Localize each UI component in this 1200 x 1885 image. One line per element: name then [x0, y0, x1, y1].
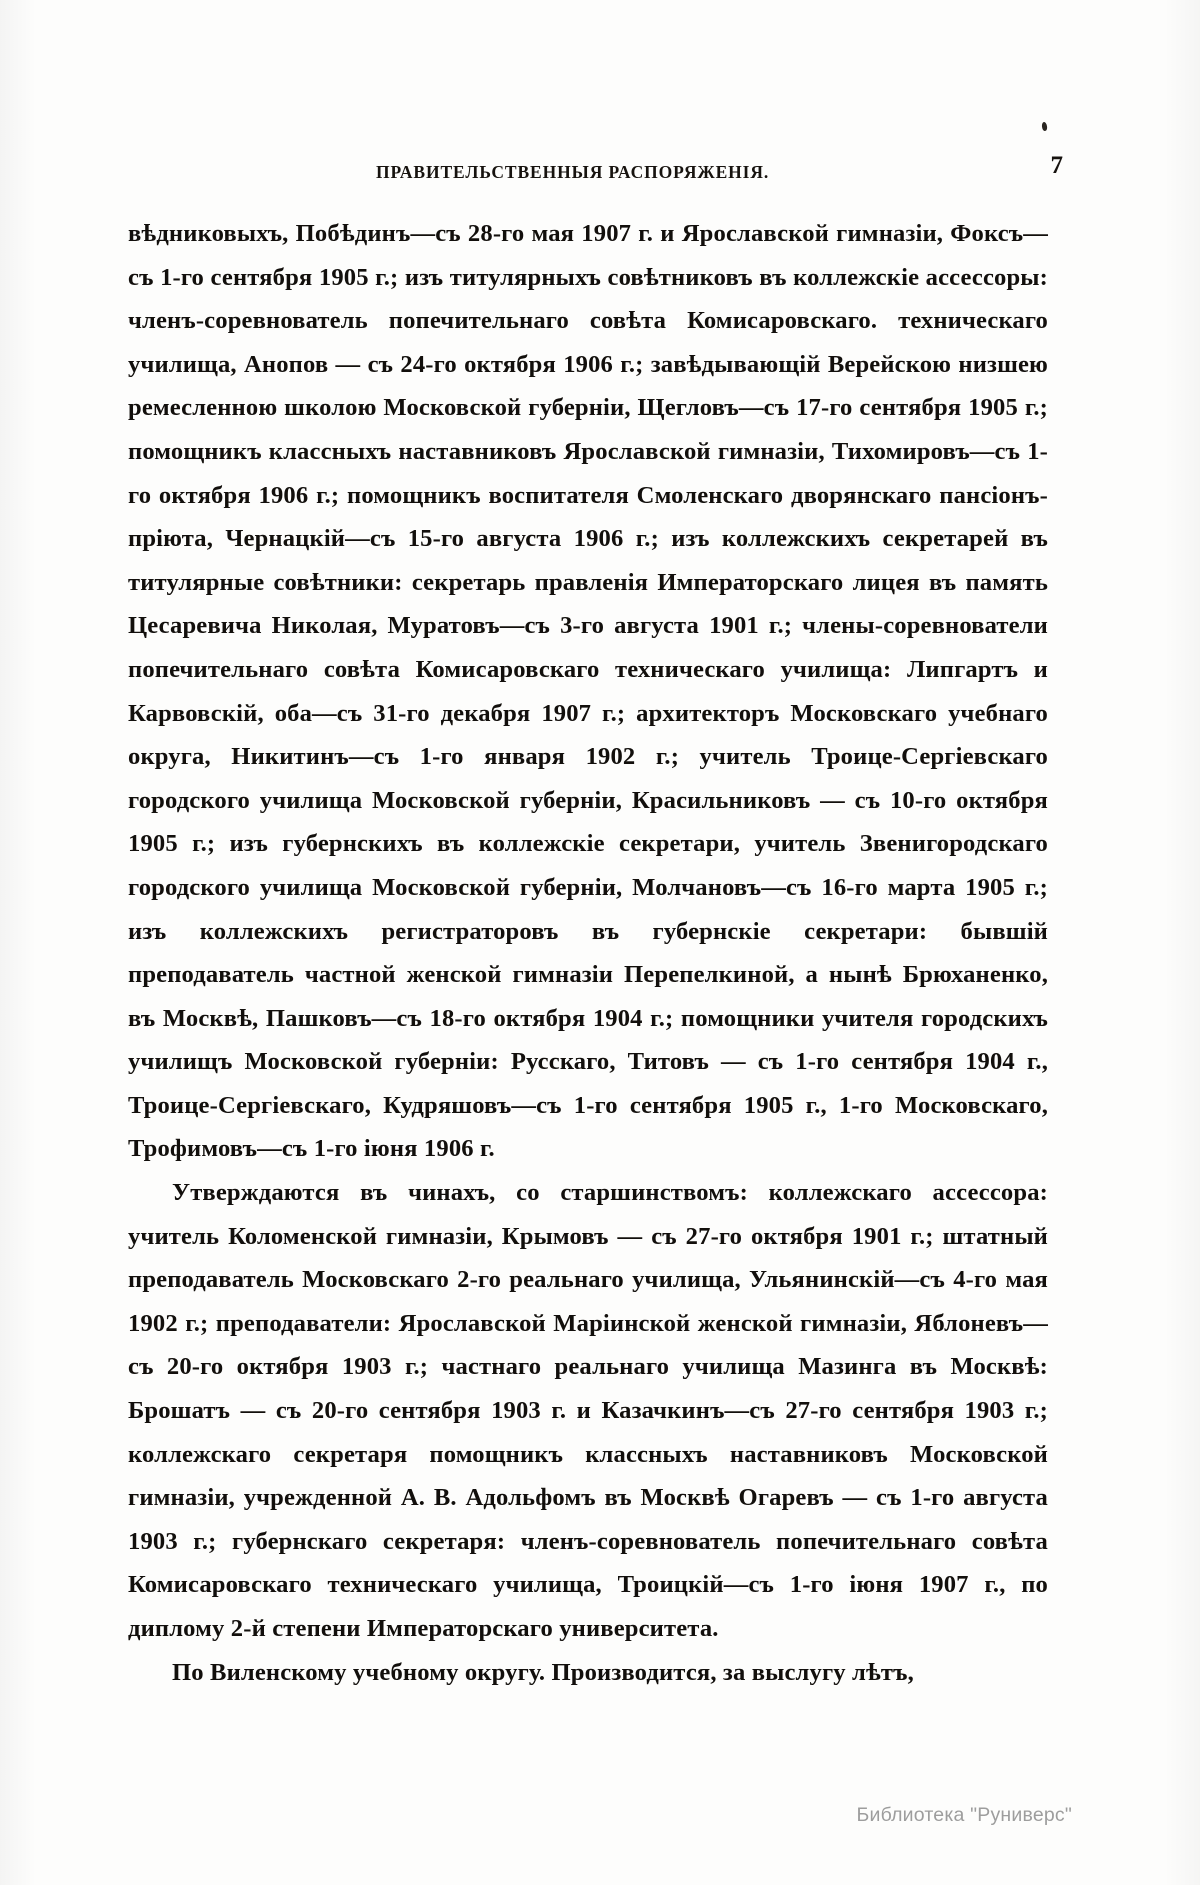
library-watermark: Библиотека "Руниверс": [856, 1804, 1072, 1826]
paragraph: По Виленскому учебному округу. Производится, за выслугу лѣтъ,: [172, 1658, 914, 1686]
page-number: 7: [1050, 152, 1063, 179]
paragraph: вѣдниковыхъ, Побѣдинъ—съ 28-го мая 1907 г. и Ярославской гимназіи, Фоксъ—съ 1-го сентября 1905 г.; изъ титулярныхъ совѣтниковъ въ коллежскіе ассессоры: членъ-соревнователь попечительнаго совѣта Комисаровскаго. техническаго училища, Анопов — съ 24-го октября 1906 г.; завѣдывающій Верейскою низшею ремесленною школою Московской губерніи, Щегловъ—съ 17-го сентября 1905 г.; помощникъ классныхъ наставниковъ Ярославской гимназіи, Тихомировъ—съ 1-го октября 1906 г.; помощникъ воспитателя Смоленскаго дворянскаго пансіонъ-пріюта, Чернацкій—съ 15-го августа 1906 г.; изъ коллежскихъ секретарей въ титулярные совѣтники: секретарь правленія Императорскаго лицея въ память Цесаревича Николая, Муратовъ—съ 3-го августа 1901 г.; члены-соревнователи попечительнаго совѣта Комисаровскаго техническаго училища: Липгартъ и Карвовскій, оба—съ 31-го декабря 1907 г.; архитекторъ Московскаго учебнаго округа, Никитинъ—съ 1-го января 1902 г.; учитель Троице-Сергіевскаго городского училища Московской губерніи, Красильниковъ — съ 10-го октября 1905 г.; изъ губернскихъ въ коллежскіе секретари, учитель Звенигородскаго городского училища Московской губерніи, Молчановъ—съ 16-го марта 1905 г.; изъ коллежскихъ регистраторовъ въ губернскіе секретари: бывшій преподаватель частной женской гимназіи Перепелкиной, а нынѣ Брюханенко, въ Москвѣ, Пашковъ—съ 18-го октября 1904 г.; помощники учителя городскихъ училищъ Московской губерніи: Русскаго, Титовъ — съ 1-го сентября 1904 г., Троице-Сергіевскаго, Кудряшовъ—съ 1-го сентября 1905 г., 1-го Московскаго, Трофимовъ—съ 1-го іюня 1906 г.: [128, 220, 1048, 1163]
page-header: [128, 150, 1073, 192]
ink-speck: [1041, 122, 1047, 132]
page-content-area: [128, 150, 1073, 1686]
paragraph: Утверждаются въ чинахъ, со старшинствомъ: коллежскаго ассессора: учитель Коломенской гимназіи, Крымовъ — съ 27-го октября 1901 г.; штатный преподаватель Московскаго 2-го реальнаго училища, Ульянинскій—съ 4-го мая 1902 г.; преподаватели: Ярославской Маріинской женской гимназіи, Яблоневъ—съ 20-го октября 1903 г.; частнаго реальнаго училища Мазинга въ Москвѣ: Брошатъ — съ 20-го сентября 1903 г. и Казачкинъ—съ 27-го сентября 1903 г.; коллежскаго секретаря помощникъ классныхъ наставниковъ Московской гимназіи, учрежденной А. В. Адольфомъ въ Москвѣ Огаревъ — съ 1-го августа 1903 г.; губернскаго секретаря: членъ-соревнователь попечительнаго совѣта Комисаровскаго техническаго училища, Троицкій—съ 1-го іюня 1907 г., по диплому 2-й степени Императорскаго университета.: [128, 1179, 1048, 1642]
scan-edge-left: [0, 0, 36, 1885]
running-head: ПРАВИТЕЛЬСТВЕННЫЯ РАСПОРЯЖЕНІЯ.: [376, 162, 770, 182]
scan-edge-right: [1164, 0, 1200, 1885]
body-text-column: [128, 212, 1048, 1694]
